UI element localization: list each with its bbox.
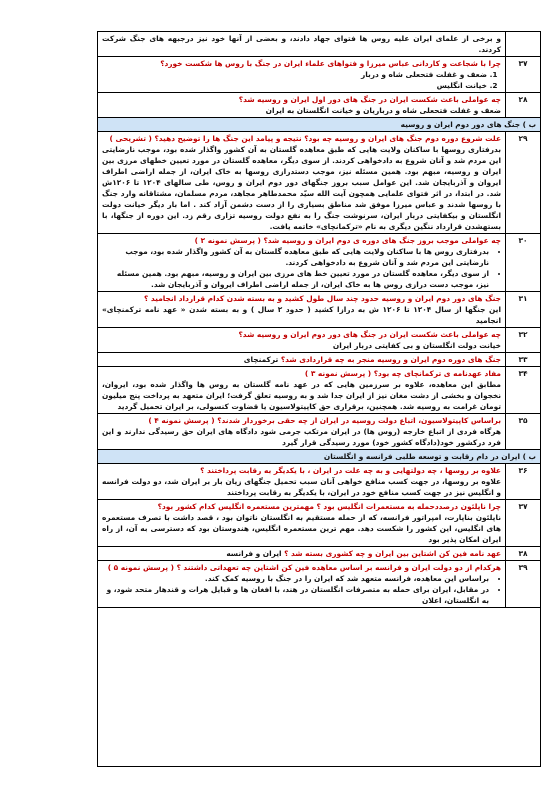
- answer-text: این جنگها از سال ۱۲۰۴ تا ۱۲۰۶ ش به درازا کشید ( حدود ۲ سال ) و به بسته شدن « عهد نامه ترکمنچای» انجامید: [102, 305, 501, 325]
- row-number: ۳۵: [506, 414, 541, 450]
- row-number: ۳۷: [506, 500, 541, 547]
- section-heading: ب ) جنگ های دور دوم ایران و روسیه: [98, 118, 541, 132]
- answer-text: هرگاه فردی از اتباع خارجه (روس ها) در ایران مرتکب جرمی شود دادگاه های ایران حق رسیدگی ندارند و این فرد درکشور خود(دادگاه کشور خود) مورد رسیدگی قرار گیرد: [102, 427, 501, 447]
- list-item: 2. خیانت انگلیس: [102, 80, 487, 91]
- row-number: ۳۸: [506, 547, 541, 561]
- question-text: براساس کاپیتولاسیون، اتباع دولت روسیه در ایران از چه حقی برخوردار شدند؟ ( پرسش نمونه ۴ ): [148, 416, 501, 425]
- answer-text: ضعف و غفلت فتحعلی شاه و درباریان و خیانت انگلستان به ایران: [265, 106, 501, 115]
- answer-text: ایران و فرانسه: [226, 549, 282, 558]
- question-text: چه عواملی باعث شکست ایران در جنگ های دور دوم ایران و روسیه شد؟: [238, 330, 501, 339]
- question-text: هرکدام از دو دولت ایران و فرانسه بر اساس معاهده فین کن اشتاین چه تعهداتی داشتند ؟ ( پرسش نمونه ۵ ): [107, 563, 501, 572]
- list-item: • از سوی دیگر، معاهده گلستان در مورد تعیین خط های مرزی بین ایران و روسیه، مبهم بود. همین مسئله نیز، موجب دست درازی روس ها به خاک ایران، از جمله اراضی اطراف ایروان و آذربایجان شد.: [102, 268, 489, 290]
- row-number: ۳۴: [506, 367, 541, 414]
- question-text: جنگ های دور دوم ایران و روسیه حدود چند سال طول کشید و به بسته شدن کدام قرارداد انجامید ؟: [144, 294, 501, 303]
- section-heading: ب ) ایران در دام رقابت و توسعه طلبی فرانسه و انگلستان: [98, 450, 541, 464]
- question-text: علت شروع دوره دوم جنگ های ایران و روسیه چه بود؟ نتیجه و پیامد این جنگ ها را توضیح دهید؟ ( تشریحی ): [109, 134, 501, 143]
- question-label: عهد نامه فین کن اشتاین بین ایران و چه کشوری بسته شد ؟: [284, 549, 501, 558]
- row-number: ۳۶: [506, 464, 541, 500]
- answer-text: بدرفتاری روسها با ساکنان ولایت هایی که طبق معاهده گلستان به آن کشور واگذار شده بود، موجب نارضایتی این مردم شد و آنان شروع به دادخواهی کردند. از سوی دیگر، معاهده گلستان در مورد تعیین خطهای مرزی بین ایران و روسیه، مبهم بود. همین مسئله نیز، موجب دستدرازی روسها به خاک ایران، از جمله اراضی اطراف ایروان و آذربایجان شد. این عوامل سبب بروز جنگهای دور دوم ایران و روس، طی سالهای ۱۲۰۴ تا ۱۲۰۶ش شد. در ابتدا، در اثر فتوای علمایی همچون آیت الله سیّد محمدطاهر مجاهد، مردم مسلمان، مشتاقانه وارد جنگ با روسها شدند و عباس میرزا موفق شد مناطق بسیاری را از دست دشمن آزاد کند . اما بار دیگر خیانت دولت انگلستان و بیکفایتی دربار ایران، سرنوشت جنگ را به نفع دولت روسیه تزاری رقم زد. این دوره از جنگها، با بستهشدن قرارداد ننگین دیگری به نام «ترکمانچای» خاتمه یافت.: [102, 145, 501, 231]
- answer-text: ناپلئون بناپارت، امپراتور فرانسه، که از حمله مستقیم به انگلستان ناتوان بود ، قصد داشت با تصرف مستعمره های انگلیس، این کشور را شکست دهد. مهم ترین مستعمره انگلیس، هندوستان بود که دسترسی به آن، از راه ایران امکان پذیر بود: [102, 513, 501, 544]
- question-text: چرا با شجاعت و کاردانی عباس میرزا و فتواهای علماء ایران در جنگ با روس ها شکست خورد؟: [160, 59, 501, 68]
- question-text: علاوه بر روسها ، چه دولتهایی و به چه علت در ایران ، با یکدیگر به رقابت پرداختند ؟: [200, 466, 501, 475]
- page-border: [97, 31, 541, 767]
- question-label: جنگ های دوره دوم ایران و روسیه منجر به چه قراردادی شد؟: [280, 355, 501, 364]
- question-text: چه عواملی باعث شکست ایران در جنگ های دور اول ایران و روسیه شد؟: [238, 95, 501, 104]
- list-item: • بدرفتاری روس ها با ساکنان ولایت هایی که طبق معاهده گلستان به آن کشور واگذار شده بود، موجب نارضایتی این مردم شد و آنان شروع به دادخواهی کردند.: [102, 246, 489, 268]
- row-number: ۳۹: [506, 561, 541, 608]
- answer-text: ترکمنچای: [243, 355, 279, 364]
- answer-text: خیانت دولت انگلستان و بی کفایتی دربار ایران: [332, 341, 501, 350]
- row-number: ۳۱: [506, 292, 541, 328]
- row-number: ۳۲: [506, 328, 541, 353]
- row-number: ۲۸: [506, 93, 541, 118]
- row-number: ۳۰: [506, 234, 541, 292]
- question-text: مفاد عهدنامه ی ترکمانچای چه بود؟ ( پرسش نمونه ۳ ): [304, 369, 501, 378]
- list-item: • براساس این معاهده، فرانسه متعهد شد که ایران را در جنگ با روسیه کمک کند.: [102, 573, 489, 584]
- list-item: • در مقابل، ایران برای حمله به متصرفات انگلستان در هند، با افغان ها و قبایل هرات و قندهار متحد شود، و به انگلستان، اعلان: [102, 584, 489, 606]
- row-number: ۳۷: [506, 57, 541, 93]
- answer-text: علاوه بر روسها، در جهت کسب منافع خواهی آنان سبب تحمیل جنگهای زیان بار بر ایران شد، دو دولت فرانسه و انگلیس نیز در جهت کسب منافع خود در ایران، با یکدیگر به رقابت پرداختند: [102, 477, 501, 497]
- row-number: ۳۳: [506, 353, 541, 367]
- answer-text: مطابق این معاهده، علاوه بر سرزمین هایی که در عهد نامه گلستان به روس ها واگذار شده بود، ایروان، نخجوان و بخشی از دشت مغان نیز از ایران جدا شد و به روسیه تعلق گرفت؛ ایران متعهد به پرداخت پنج میلیون تومان غرامت به روسیه شد. همچنین، برقراری حق کاپیتولاسیون یا قضاوت کنسولی، بر ایران تحمیل گردید: [102, 380, 501, 411]
- row-number: ۲۹: [506, 132, 541, 234]
- question-text: چرا ناپلئون درصددحمله به مستعمرات انگلیس بود ؟ مهمترین مستعمره انگلیس کدام کشور بود؟: [157, 502, 501, 511]
- list-item: 1. ضعف و غفلت فتحعلی شاه و دربار: [102, 69, 487, 80]
- question-text: چه عواملی موجب بروز جنگ های دوره ی دوم ایران و روسیه شد؟ ( پرسش نمونه ۲ ): [194, 236, 501, 245]
- answer-text: و برخی از علمای ایران علیه روس ها فتوای جهاد دادند، و بعضی از آنها خود نیز درجبهه های جنگ شرکت کردند.: [102, 34, 501, 54]
